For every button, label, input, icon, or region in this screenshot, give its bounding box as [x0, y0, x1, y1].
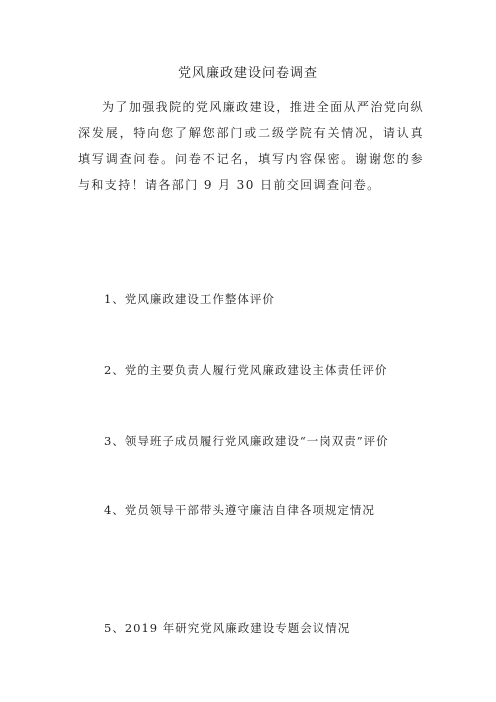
- document-title: 党风廉政建设问卷调查: [177, 66, 318, 81]
- question-item-2: 2、党的主要负责人履行党风廉政建设主体责任评价: [104, 363, 388, 377]
- question-item-4: 4、党员领导干部带头遵守廉洁自律各项规定情况: [104, 503, 375, 517]
- question-item-1: 1、党风廉政建设工作整体评价: [104, 292, 275, 306]
- question-item-3: 3、领导班子成员履行党风廉政建设“一岗双责”评价: [104, 434, 389, 448]
- question-item-5: 5、2019 年研究党风廉政建设专题会议情况: [104, 621, 351, 635]
- intro-paragraph: 为了加强我院的党风廉政建设，推进全面从严治党向纵深发展，特向您了解您部门或二级学院有关情况，请认真填写调查问卷。问卷不记名，填写内容保密。谢谢您的参与和支持！请各部门 9 月 30 日前交回调查问卷。: [78, 100, 424, 192]
